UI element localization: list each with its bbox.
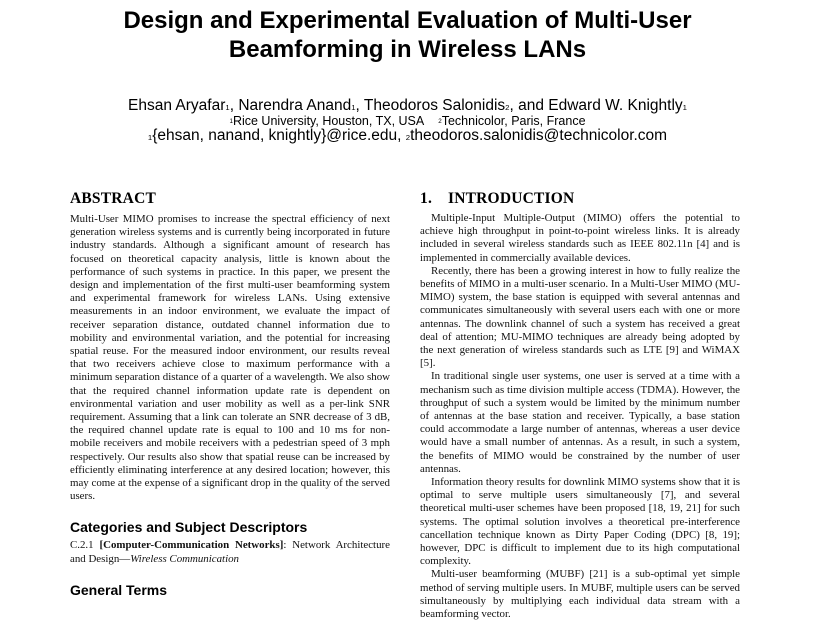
author-list — [40, 97, 775, 115]
affiliation-mark: 1 — [229, 118, 233, 126]
general-terms-heading: General Terms — [70, 581, 168, 598]
section-title: INTRODUCTION — [448, 190, 575, 207]
author-separator: , — [229, 97, 239, 114]
intro-paragraph: In traditional single user systems, one user is served at a time with a mechanism such as time division multiple access (TDMA). However, the throughput of such a system would be limited by the minimum number of antennas at the base station and receiver. Typically, a base station could accommodate a large number of antennas, whereas a user device would have a small number of antennas. As a result, in such a system, the benefits of MIMO would be constrained by the number of user antennas. — [420, 370, 740, 475]
affiliation-mark: 1 — [225, 102, 230, 112]
email: {ehsan, nanand, knightly}@rice.edu, — [152, 127, 402, 144]
categories-heading: Categories and Subject Descriptors — [70, 519, 308, 536]
paper-title-line-2: Beamforming in Wireless LANs — [228, 36, 587, 63]
category-name: [Computer-Communication Networks] — [99, 539, 284, 552]
author-name: Theodoros Salonidis — [363, 97, 506, 114]
section-number: 1. — [420, 190, 433, 207]
paper-title — [40, 6, 775, 64]
introduction-heading — [420, 188, 740, 210]
abstract-text: Multi-User MIMO promises to increase the spectral efficiency of next generation wireless systems and is currently being incorporated in future industry standards. Although a significant amount of research has focused on theoretical capacity analysis, little is known about the performance of such systems in practice. In this paper, we present the design and implementation of the first multi-user beamforming system and experimental framework for wireless LANs. Using extensive measurements in an indoor environment, we evaluate the impact of receiver separation distance, outdated channel information due to mobility and environmental variation, and the potential for increasing spatial reuse. For the measured indoor environment, our results reveal that two receivers achieve close to maximum performance with a minimum separation distance of a quarter of a wavelength. We also show that the required channel information update rate is dependent on environmental variation and user mobility as well as a per-link SNR requirement. Assuming that a link can tolerate an SNR decrease of 3 dB, the required channel update rate is equal to 100 and 10 ms for non-mobile receivers and mobile receivers with a pedestrian speed of 3 mph respectively. Our results also show that spatial reuse can be increased by efficiently eliminating interference at any desired location; however, this may come at the expense of a significant drop in the quality of the served users. — [70, 213, 390, 503]
affiliation-mark: 1 — [147, 132, 153, 142]
category-descriptor: : Network Architecture and Design— — [70, 539, 390, 565]
author-name: Edward W. Knightly — [548, 97, 683, 114]
intro-paragraph: Multi-user beamforming (MUBF) [21] is a sub-optimal yet simple method of serving multiple users. In MUBF, multiple users can be served simultaneously by multiplying each individual data stream with a beamforming vector. — [420, 568, 740, 621]
affiliation-mark: 1 — [351, 102, 356, 112]
affiliation-mark: 2 — [505, 102, 510, 112]
abstract-heading: ABSTRACT — [70, 190, 157, 207]
affiliation: Technicolor, Paris, France — [441, 114, 586, 128]
affiliation-list — [40, 114, 775, 128]
author-name: Ehsan Aryafar — [128, 97, 226, 114]
email-list — [40, 127, 775, 145]
category-subject: Wireless Communication — [130, 552, 240, 565]
intro-paragraph: Multiple-Input Multiple-Output (MIMO) offers the potential to achieve high throughput in point-to-point wireless links. It is already included in several wireless standards such as IEEE 802.11n [4] and is implemented in commercially available devices. — [420, 212, 740, 264]
affiliation-mark: 2 — [438, 118, 442, 126]
affiliation: Rice University, Houston, TX, USA — [232, 114, 425, 128]
affiliation-mark: 2 — [405, 132, 411, 142]
categories-text — [70, 539, 390, 565]
paper-title-line-1: Design and Experimental Evaluation of Multi-User — [123, 7, 692, 34]
email: theodoros.salonidis@technicolor.com — [410, 127, 668, 144]
author-separator: , — [355, 97, 364, 114]
category-code: C.2.1 — [70, 539, 94, 552]
right-column — [420, 188, 740, 621]
affiliation-mark: 1 — [682, 102, 687, 112]
intro-paragraph: Recently, there has been a growing interest in how to fully realize the benefits of MIMO in a multi-user scenario. In a Multi-User MIMO (MU-MIMO) system, the base station is equipped with several antennas and communicates simultaneously with several users each with one or more antennas. The downlink channel of such a system has received a great deal of attention; MU-MIMO techniques are already being adopted by the next generation of wireless standards such as LTE [9] and WiMAX [5]. — [420, 264, 740, 370]
author-separator: , and — [509, 97, 549, 114]
left-column — [70, 188, 390, 602]
author-name: Narendra Anand — [238, 97, 352, 114]
intro-paragraph: Information theory results for downlink MIMO systems show that it is optimal to serve multiple users simultaneously [7], and several theoretical multi-user schemes have been proposed [18, 19, 21] for such systems. The optimal solution involves a theoretical pre-interference cancellation technique known as Dirty Paper Coding (DPC) [8, 19]; however, DPC is difficult to implement due to its high computational complexity. — [420, 476, 740, 568]
